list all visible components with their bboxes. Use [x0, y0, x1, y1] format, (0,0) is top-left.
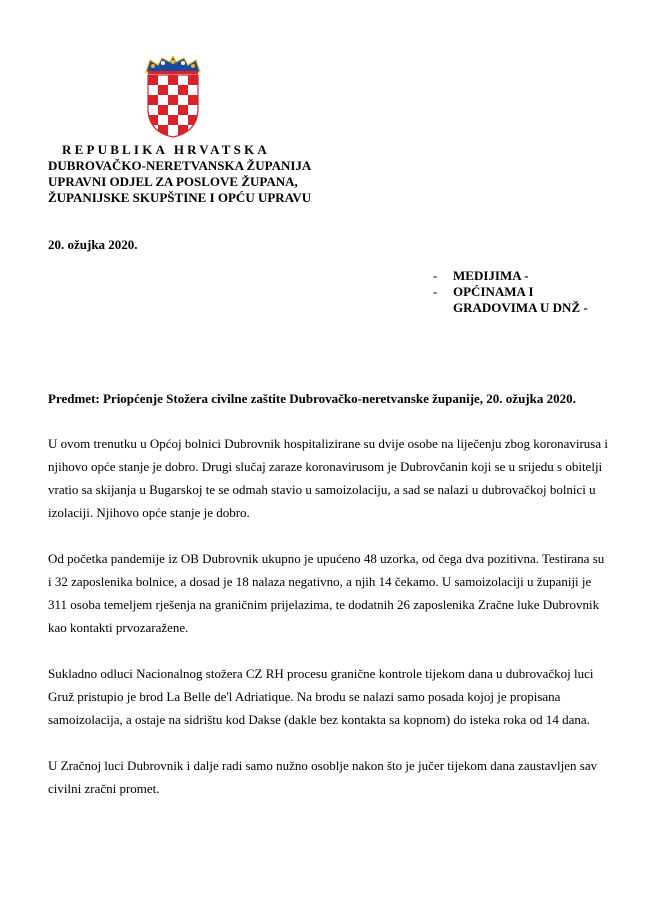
recipient-text: OPĆINAMA I — [453, 284, 534, 299]
header-republic: REPUBLIKA HRVATSKA — [62, 142, 271, 157]
header-department-2: ŽUPANIJSKE SKUPŠTINE I OPĆU UPRAVU — [48, 190, 312, 205]
recipient-text: MEDIJIMA - — [453, 268, 529, 283]
crown — [146, 56, 200, 74]
recipient-item — [433, 268, 588, 284]
recipient-item — [433, 284, 588, 300]
recipient-text: GRADOVIMA U DNŽ - — [453, 300, 588, 315]
recipient-dash: - — [433, 268, 438, 283]
document-body — [48, 432, 608, 823]
recipient-dash: - — [433, 284, 438, 299]
header-department-1: UPRAVNI ODJEL ZA POSLOVE ŽUPANA, — [48, 174, 298, 189]
issuer-header — [48, 142, 311, 206]
body-paragraph: Od početka pandemije iz OB Dubrovnik ukupno je upućeno 48 uzorka, od čega dva pozitivna. Testirana su i 32 zaposlenika bolnice, a dosad je 18 nalaza negativno, a njih 14 čekamo. U samoizolaciji u županiji je 311 osoba temeljem rješenja na graničnim prijelazima, te dodatnih 26 zaposlenika Zračne luke Dubrovnik kao kontakti prvozaražene. — [48, 551, 605, 635]
document-date: 20. ožujka 2020. — [48, 237, 138, 252]
header-county: DUBROVAČKO-NERETVANSKA ŽUPANIJA — [48, 158, 312, 173]
body-paragraph: Sukladno odluci Nacionalnog stožera CZ RH procesu granične kontrole tijekom dana u dubrovačkoj luci Gruž pristupio je brod La Belle de'l Adriatique. Na brodu se nalazi samo posada kojoj je propisana samoizolacija, a ostaje na sidrištu kod Dakse (dakle bez kontakta sa kopnom) do isteka roka od 14 dana. — [48, 666, 594, 727]
recipient-item — [433, 300, 588, 316]
body-paragraph: U Zračnoj luci Dubrovnik i dalje radi samo nužno osoblje nakon što je jučer tijekom dana zaustavljen sav civilni zračni promet. — [48, 758, 598, 796]
body-paragraph: U ovom trenutku u Općoj bolnici Dubrovnik hospitalizirane su dvije osobe na liječenju zbog koronavirusa i njihovo opće stanje je dobro. Drugi slučaj zaraze koronavirusom je Dubrovčanin koji se u srijedu s obitelji vratio sa skijanja u Bugarskoj te se odmah stavio u samoizolaciju, a sad se nalazi u dubrovačkoj bolnici u izolaciji. Njihovo opće stanje je dobro. — [48, 436, 608, 520]
croatian-coat-of-arms-icon — [144, 56, 202, 138]
recipient-dash — [433, 300, 453, 316]
recipients-list — [433, 268, 588, 316]
subject-line: Predmet: Priopćenje Stožera civilne zaštite Dubrovačko-neretvanske županije, 20. ožujka 2020. — [48, 391, 576, 406]
